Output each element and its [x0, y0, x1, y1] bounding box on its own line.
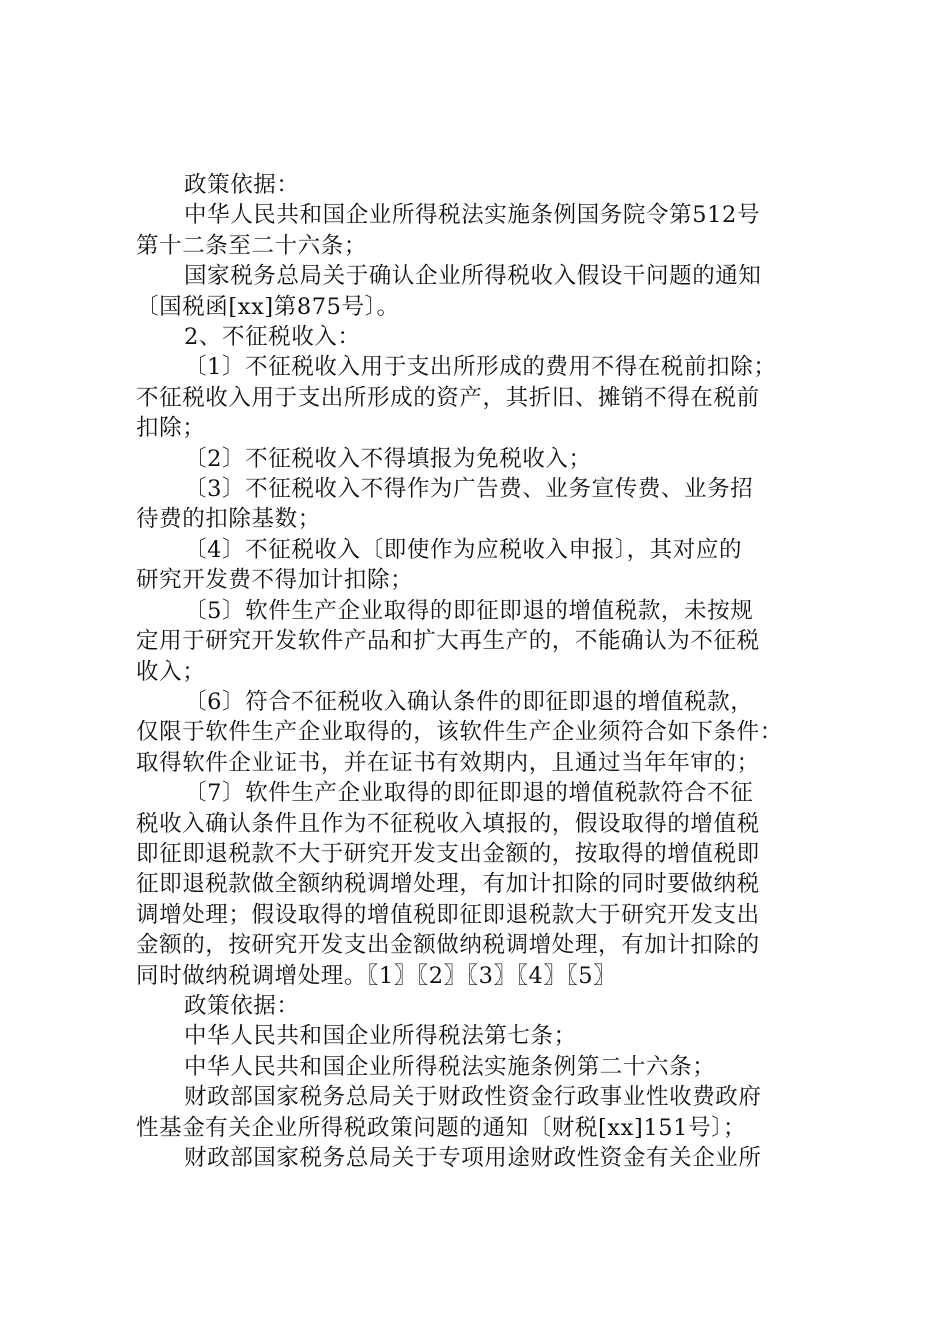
paragraph	[136, 535, 820, 596]
paragraph-line: 第十二条至二十六条；	[136, 232, 368, 259]
paragraph	[136, 322, 820, 352]
paragraph-line: 2、不征税收入：	[184, 324, 361, 351]
paragraph-line: 同时做纳税调增处理。〖1〗〖2〗〖3〗〖4〗〖5〗	[136, 962, 617, 989]
paragraph-line: 〔1〕不征税收入用于支出所形成的费用不得在税前扣除；	[184, 354, 777, 381]
paragraph-line: 〔国税函[xx]第875号〕。	[136, 293, 400, 320]
paragraph-line: 仅限于软件生产企业取得的，该软件生产企业须符合如下条件：	[136, 719, 783, 746]
paragraph-line: 性基金有关企业所得税政策问题的通知〔财税[xx]151号〕；	[136, 1114, 747, 1141]
paragraph	[136, 261, 820, 322]
paragraph-line: 中华人民共和国企业所得税法实施条例第二十六条；	[184, 1053, 716, 1080]
document-body	[136, 170, 820, 1173]
paragraph-line: 扣除；	[136, 415, 206, 442]
paragraph-line: 〔5〕软件生产企业取得的即征即退的增值税款，未按规	[184, 597, 754, 624]
paragraph-line: 〔4〕不征税收入〔即使作为应税收入申报〕，其对应的	[184, 536, 743, 563]
paragraph-line: 取得软件企业证书，并在证书有效期内，且通过当年年审的；	[136, 749, 760, 776]
paragraph-line: 财政部国家税务总局关于财政性资金行政事业性收费政府	[184, 1084, 762, 1111]
paragraph-line: 金额的，按研究开发支出金额做纳税调增处理，有加计扣除的	[136, 932, 760, 959]
paragraph	[136, 1052, 820, 1082]
paragraph	[136, 200, 820, 261]
paragraph-line: 〔2〕不征税收入不得填报为免税收入；	[184, 445, 592, 472]
paragraph-line: 中华人民共和国企业所得税法实施条例国务院令第512号	[184, 202, 761, 229]
paragraph	[136, 596, 820, 687]
paragraph-line: 研究开发费不得加计扣除；	[136, 567, 414, 594]
paragraph	[136, 170, 820, 200]
paragraph-line: 不征税收入用于支出所形成的资产，其折旧、摊销不得在税前	[136, 384, 760, 411]
paragraph	[136, 778, 820, 991]
paragraph-line: 税收入确认条件且作为不征税收入填报的，假设取得的增值税	[136, 810, 760, 837]
paragraph	[136, 991, 820, 1021]
paragraph	[136, 1082, 820, 1143]
paragraph-line: 调增处理；假设取得的增值税即征即退税款大于研究开发支出	[136, 901, 760, 928]
paragraph-line: 中华人民共和国企业所得税法第七条；	[184, 1023, 577, 1050]
paragraph-line: 政策依据：	[184, 172, 300, 198]
paragraph-line: 定用于研究开发软件产品和扩大再生产的，不能确认为不征税	[136, 628, 760, 655]
paragraph-line: 收入；	[136, 658, 206, 685]
paragraph	[136, 474, 820, 535]
paragraph	[136, 687, 820, 778]
paragraph-line: 〔7〕软件生产企业取得的即征即退的增值税款符合不征	[184, 780, 754, 807]
paragraph-line: 财政部国家税务总局关于专项用途财政性资金有关企业所	[184, 1145, 762, 1171]
paragraph-line: 待费的扣除基数；	[136, 506, 321, 533]
paragraph-line: 国家税务总局关于确认企业所得税收入假设干问题的通知	[184, 263, 762, 290]
paragraph-line: 即征即退税款不大于研究开发支出金额的，按取得的增值税即	[136, 840, 760, 867]
paragraph	[136, 444, 820, 474]
paragraph	[136, 352, 820, 443]
paragraph-line: 〔3〕不征税收入不得作为广告费、业务宣传费、业务招	[184, 476, 754, 503]
paragraph	[136, 1143, 820, 1173]
paragraph-line: 政策依据：	[184, 992, 300, 1019]
paragraph	[136, 1021, 820, 1051]
paragraph-line: 〔6〕符合不征税收入确认条件的即征即退的增值税款，	[184, 688, 754, 715]
paragraph-line: 征即退税款做全额纳税调增处理，有加计扣除的同时要做纳税	[136, 871, 760, 898]
